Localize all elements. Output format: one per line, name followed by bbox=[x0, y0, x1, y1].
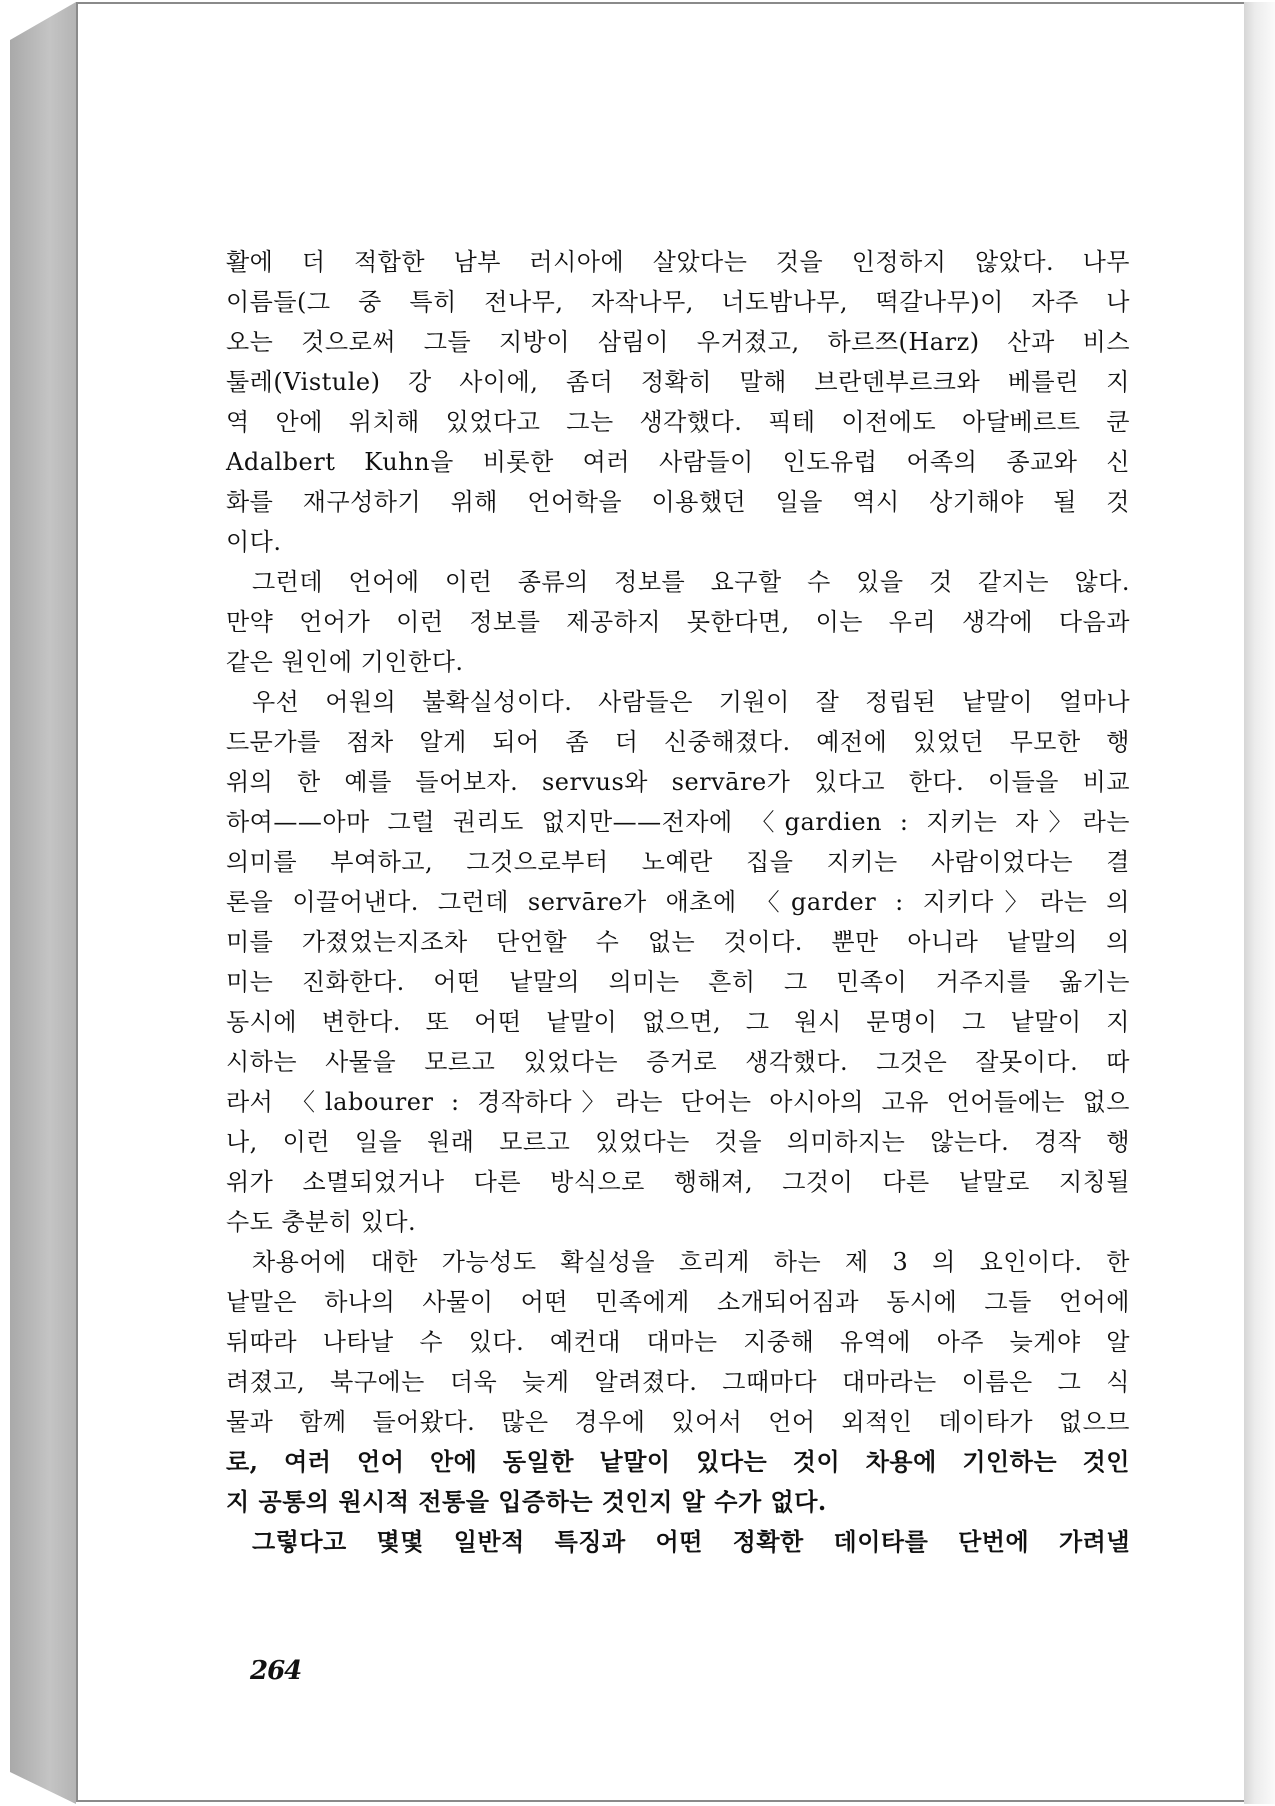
text-line: 툴레(Vistule) 강 사이에, 좀더 정확히 말해 브란덴부르크와 베를린 지 bbox=[226, 368, 1130, 396]
text-line: 그런데 언어에 이런 종류의 정보를 요구할 수 있을 것 같지는 않다. bbox=[252, 568, 1130, 596]
text-line: 로, 여러 언어 안에 동일한 낱말이 있다는 것이 차용에 기인하는 것인 bbox=[226, 1447, 1130, 1476]
text-line: 론을 이끌어낸다. 그런데 servāre가 애초에 〈garder : 지키다〉라는 의 bbox=[226, 888, 1130, 916]
text-line: 차용어에 대한 가능성도 확실성을 흐리게 하는 제 3 의 요인이다. 한 bbox=[252, 1248, 1130, 1276]
text-line: 하여——아마 그럴 권리도 없지만——전자에 〈gardien : 지키는 자〉라는 bbox=[226, 808, 1130, 836]
page-number: 264 bbox=[250, 1656, 302, 1686]
text-line: 드문가를 점차 알게 되어 좀 더 신중해졌다. 예전에 있었던 무모한 행 bbox=[226, 728, 1130, 756]
text-line: 만약 언어가 이런 정보를 제공하지 못한다면, 이는 우리 생각에 다음과 bbox=[226, 608, 1130, 636]
body-text bbox=[226, 242, 1130, 1562]
text-line: 나, 이런 일을 원래 모르고 있었다는 것을 의미하지는 않는다. 경작 행 bbox=[226, 1128, 1130, 1156]
text-line: 미는 진화한다. 어떤 낱말의 의미는 흔히 그 민족이 거주지를 옮기는 bbox=[226, 968, 1130, 996]
text-line: 화를 재구성하기 위해 언어학을 이용했던 일을 역시 상기해야 될 것 bbox=[226, 488, 1130, 516]
text-line: 우선 어원의 불확실성이다. 사람들은 기원이 잘 정립된 낱말이 얼마나 bbox=[252, 688, 1130, 716]
text-line: 라서 〈labourer : 경작하다〉라는 단어는 아시아의 고유 언어들에는 없으 bbox=[226, 1088, 1130, 1116]
text-line: 려졌고, 북구에는 더욱 늦게 알려졌다. 그때마다 대마라는 이름은 그 식 bbox=[226, 1368, 1130, 1396]
text-line: 물과 함께 들어왔다. 많은 경우에 있어서 언어 외적인 데이타가 없으므 bbox=[226, 1408, 1130, 1436]
text-line: 지 공통의 원시적 전통을 입증하는 것인지 알 수가 없다. bbox=[226, 1487, 827, 1516]
text-line: 이다. bbox=[226, 528, 282, 556]
text-line: 활에 더 적합한 남부 러시아에 살았다는 것을 인정하지 않았다. 나무 bbox=[226, 248, 1130, 276]
text-line: 수도 충분히 있다. bbox=[226, 1208, 417, 1236]
book-spine bbox=[10, 2, 76, 1804]
text-line: 미를 가졌었는지조차 단언할 수 없는 것이다. 뿐만 아니라 낱말의 의 bbox=[226, 928, 1130, 956]
text-line: 이름들(그 중 특히 전나무, 자작나무, 너도밤나무, 떡갈나무)이 자주 나 bbox=[226, 288, 1130, 316]
text-line: 위가 소멸되었거나 다른 방식으로 행해져, 그것이 다른 낱말로 지칭될 bbox=[226, 1168, 1130, 1196]
text-line: 뒤따라 나타날 수 있다. 예컨대 대마는 지중해 유역에 아주 늦게야 알 bbox=[226, 1328, 1130, 1356]
text-line: 동시에 변한다. 또 어떤 낱말이 없으면, 그 원시 문명이 그 낱말이 지 bbox=[226, 1008, 1130, 1036]
text-line: 그렇다고 몇몇 일반적 특징과 어떤 정확한 데이타를 단번에 가려낼 bbox=[252, 1527, 1130, 1556]
text-line: 시하는 사물을 모르고 있었다는 증거로 생각했다. 그것은 잘못이다. 따 bbox=[226, 1048, 1130, 1076]
book-page-edges bbox=[1244, 2, 1275, 1804]
text-line: 낱말은 하나의 사물이 어떤 민족에게 소개되어짐과 동시에 그들 언어에 bbox=[226, 1288, 1130, 1316]
text-line: 위의 한 예를 들어보자. servus와 servāre가 있다고 한다. 이들을 비교 bbox=[226, 768, 1130, 796]
text-line: 역 안에 위치해 있었다고 그는 생각했다. 픽테 이전에도 아달베르트 쿤 bbox=[226, 408, 1130, 436]
text-line: 같은 원인에 기인한다. bbox=[226, 648, 464, 676]
text-line: 오는 것으로써 그들 지방이 삼림이 우거졌고, 하르쯔(Harz) 산과 비스 bbox=[226, 328, 1130, 356]
text-line: 의미를 부여하고, 그것으로부터 노예란 집을 지키는 사람이었다는 결 bbox=[226, 848, 1130, 876]
text-line: Adalbert Kuhn을 비롯한 여러 사람들이 인도유럽 어족의 종교와 신 bbox=[226, 448, 1130, 476]
